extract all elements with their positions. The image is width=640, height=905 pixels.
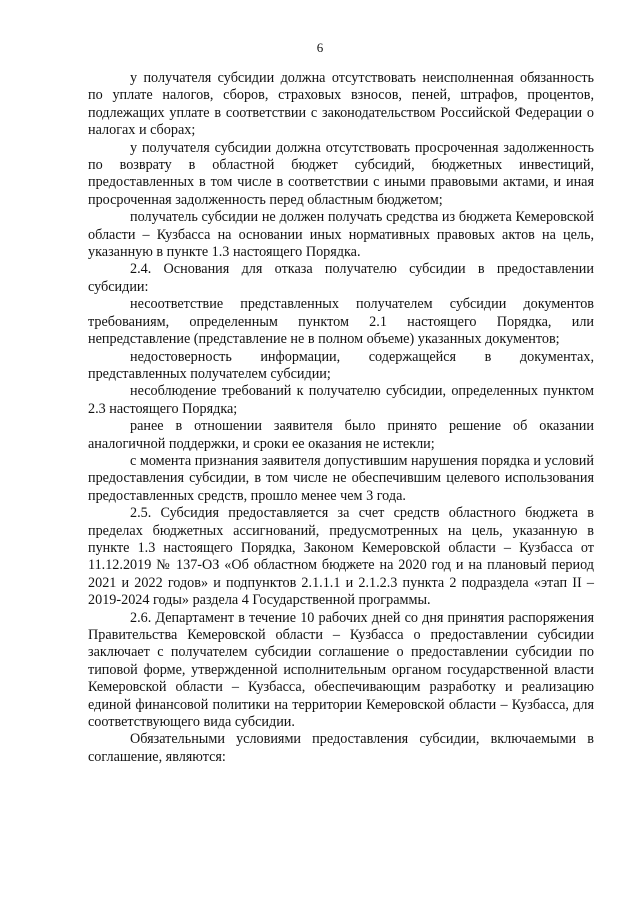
paragraph: у получателя субсидии должна отсутствовать неисполненная обязанность по уплате налогов, сборов, страховых взносов, пеней, штрафов, процентов, подлежащих уплате в соответствии с законодательством Российской Федерации о налогах и сборах; [88, 70, 594, 139]
paragraph: 2.4. Основания для отказа получателю субсидии в предоставлении субсидии: [88, 261, 594, 295]
paragraph: несоответствие представленных получателем субсидии документов требованиям, определенным пунктом 2.1 настоящего Порядка, или непредставление (представление не в полном объеме) указанных документов; [88, 296, 594, 348]
page-number: 6 [316, 40, 324, 55]
paragraph: недостоверность информации, содержащейся в документах, представленных получателем субсидии; [88, 348, 594, 382]
paragraph: с момента признания заявителя допустившим нарушения порядка и условий предоставления субсидии, в том числе не обеспечившим целевого использования предоставленных средств, прошло менее чем 3 года. [88, 452, 594, 504]
paragraph: ранее в отношении заявителя было принято решение об оказании аналогичной поддержки, и сроки ее оказания не истекли; [88, 418, 594, 452]
paragraph: у получателя субсидии должна отсутствовать просроченная задолженность по возврату в областной бюджет субсидий, бюджетных инвестиций, предоставленных в том числе в соответствии с иными правовыми актами, и иная просроченная задолженность перед областным бюджетом; [88, 139, 594, 208]
paragraph: 2.5. Субсидия предоставляется за счет средств областного бюджета в пределах бюджетных ассигнований, предусмотренных на цель, указанную в пункте 1.3 настоящего Порядка, Законом Кемеровской области – Кузбасса от 11.12.2019 № 137-ОЗ «Об областном бюджете на 2020 год и на плановый период 2021 и 2022 годов» и подпунктов 2.1.1.1 и 2.1.2.3 пункта 2 подраздела «этап II – 2019-2024 годы» раздела 4 Государственной программы. [88, 505, 594, 609]
paragraph: несоблюдение требований к получателю субсидии, определенных пунктом 2.3 настоящего Порядка; [88, 383, 594, 417]
document-body [88, 70, 594, 766]
paragraph: Обязательными условиями предоставления субсидии, включаемыми в соглашение, являются: [88, 731, 594, 765]
paragraph: получатель субсидии не должен получать средства из бюджета Кемеровской области – Кузбасса на основании иных нормативных правовых актов на цель, указанную в пункте 1.3 настоящего Порядка. [88, 209, 594, 261]
paragraph: 2.6. Департамент в течение 10 рабочих дней со дня принятия распоряжения Правительства Кемеровской области – Кузбасса о предоставлении субсидии заключает с получателем субсидии соглашение о предоставлении субсидии по типовой форме, утвержденной исполнительным органом государственной власти Кемеровской области – Кузбасса, обеспечивающим разработку и реализацию единой финансовой политики на территории Кемеровской области – Кузбасса, для соответствующего вида субсидии. [88, 609, 594, 731]
